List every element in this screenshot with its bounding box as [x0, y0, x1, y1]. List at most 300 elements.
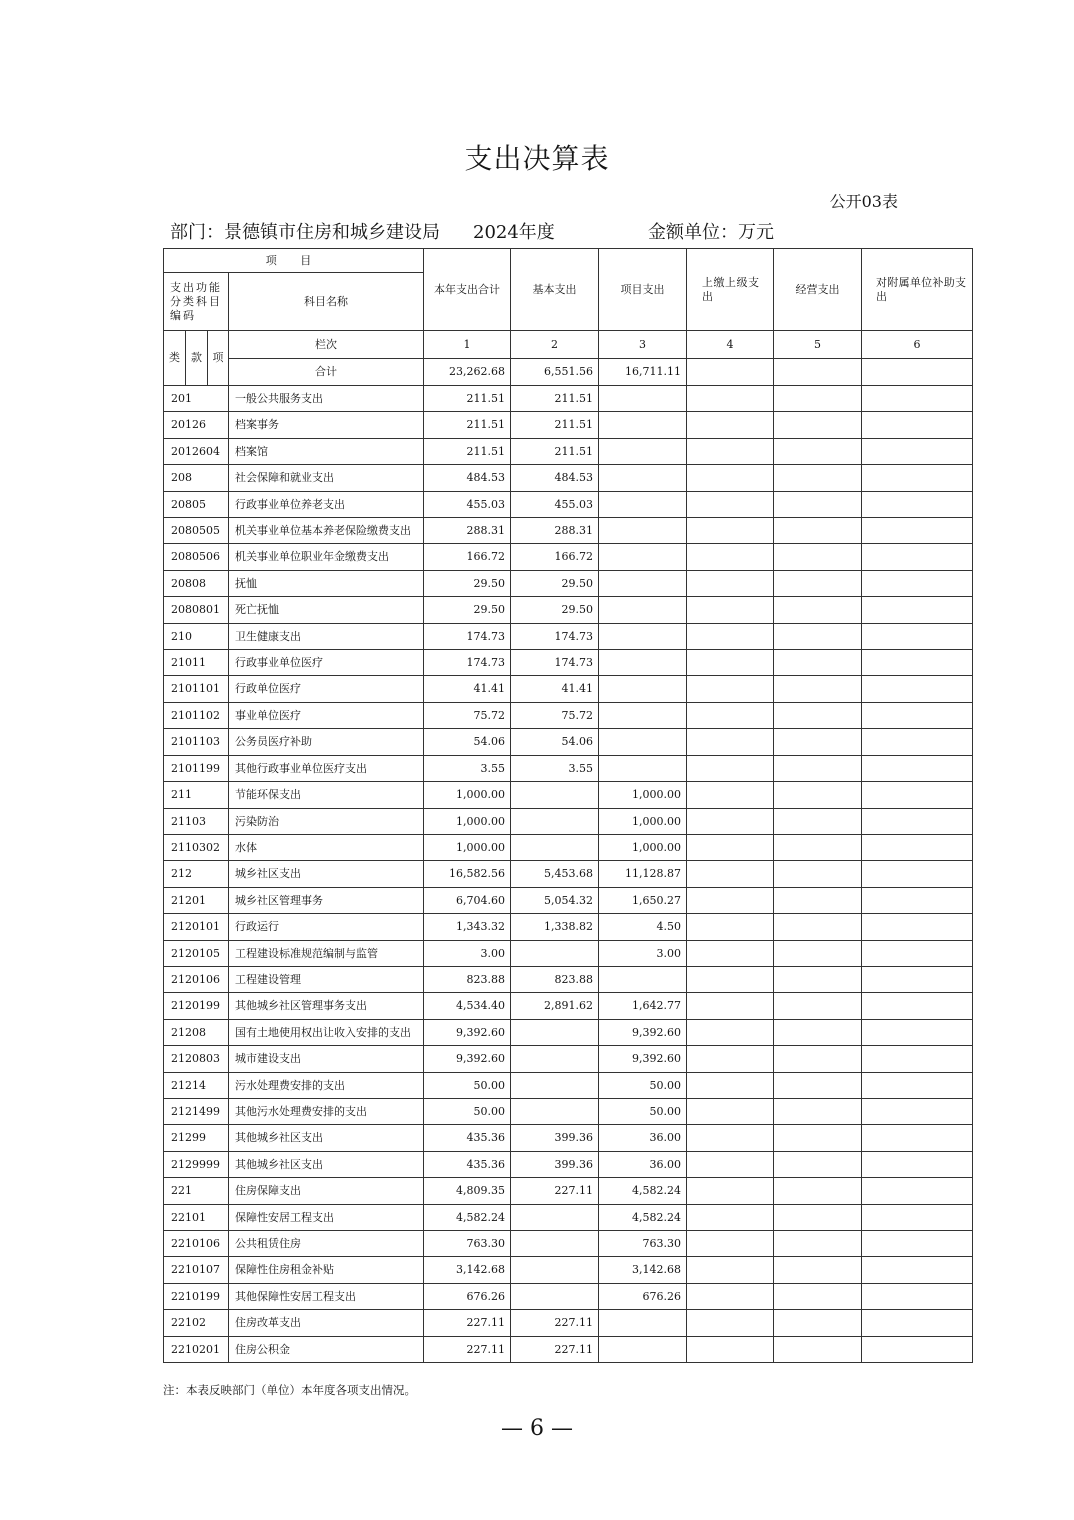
table-row — [164, 1231, 973, 1257]
row-value: 288.31 — [424, 518, 511, 544]
row-code: 2012604 — [164, 438, 229, 464]
row-value: 227.11 — [511, 1310, 599, 1336]
row-name: 城乡社区支出 — [229, 861, 424, 887]
row-value: 16,582.56 — [424, 861, 511, 887]
table-row — [164, 597, 973, 623]
row-value — [774, 597, 862, 623]
row-value: 50.00 — [599, 1072, 687, 1098]
row-value: 11,128.87 — [599, 861, 687, 887]
row-code: 21201 — [164, 887, 229, 913]
row-value — [687, 1125, 774, 1151]
row-name: 保障性安居工程支出 — [229, 1204, 424, 1230]
row-value: 4,534.40 — [424, 993, 511, 1019]
row-value — [862, 597, 973, 623]
row-value: 455.03 — [511, 491, 599, 517]
table-row — [164, 1283, 973, 1309]
row-code: 2210199 — [164, 1283, 229, 1309]
row-value — [687, 887, 774, 913]
table-row — [164, 491, 973, 517]
row-value: 227.11 — [511, 1178, 599, 1204]
column-number: 1 — [424, 331, 511, 359]
table-row — [164, 914, 973, 940]
row-value: 4.50 — [599, 914, 687, 940]
total-value — [774, 359, 862, 386]
row-value — [862, 1125, 973, 1151]
row-name: 其他城乡社区管理事务支出 — [229, 993, 424, 1019]
row-value: 4,582.24 — [424, 1204, 511, 1230]
row-name: 死亡抚恤 — [229, 597, 424, 623]
row-value — [774, 966, 862, 992]
row-value — [687, 729, 774, 755]
table-row — [164, 412, 973, 438]
row-value: 1,000.00 — [424, 834, 511, 860]
row-value — [511, 1257, 599, 1283]
row-value — [687, 702, 774, 728]
row-value — [774, 465, 862, 491]
row-value: 1,343.32 — [424, 914, 511, 940]
row-value — [862, 412, 973, 438]
row-value — [862, 438, 973, 464]
row-value: 1,000.00 — [599, 808, 687, 834]
row-value — [862, 518, 973, 544]
row-value — [599, 465, 687, 491]
total-label: 合计 — [229, 359, 424, 386]
row-value — [862, 1310, 973, 1336]
row-value — [687, 1204, 774, 1230]
row-value: 227.11 — [424, 1336, 511, 1362]
row-value — [511, 808, 599, 834]
table-row — [164, 861, 973, 887]
table-row — [164, 676, 973, 702]
row-name: 城市建设支出 — [229, 1046, 424, 1072]
row-value: 75.72 — [424, 702, 511, 728]
item-level-header: 项 — [208, 331, 229, 386]
row-value — [687, 1178, 774, 1204]
row-value — [687, 386, 774, 412]
row-value: 211.51 — [511, 412, 599, 438]
row-name: 其他城乡社区支出 — [229, 1151, 424, 1177]
row-name: 水体 — [229, 834, 424, 860]
row-name: 公务员医疗补助 — [229, 729, 424, 755]
row-value: 54.06 — [511, 729, 599, 755]
row-code: 211 — [164, 782, 229, 808]
row-value: 1,338.82 — [511, 914, 599, 940]
row-value — [774, 570, 862, 596]
row-value: 3.00 — [599, 940, 687, 966]
row-value: 3.00 — [424, 940, 511, 966]
column-header-total: 本年支出合计 — [424, 249, 511, 331]
row-value — [774, 834, 862, 860]
table-row — [164, 834, 973, 860]
page-title: 支出决算表 — [464, 142, 610, 175]
row-name: 机关事业单位基本养老保险缴费支出 — [229, 518, 424, 544]
row-value — [774, 782, 862, 808]
row-value: 41.41 — [511, 676, 599, 702]
row-value — [774, 650, 862, 676]
row-name: 档案馆 — [229, 438, 424, 464]
row-value — [862, 702, 973, 728]
row-value — [862, 1046, 973, 1072]
row-name: 污水处理费安排的支出 — [229, 1072, 424, 1098]
row-value — [687, 1098, 774, 1124]
row-value: 50.00 — [599, 1098, 687, 1124]
row-value — [774, 940, 862, 966]
row-value — [862, 1231, 973, 1257]
row-value — [862, 729, 973, 755]
row-value — [599, 518, 687, 544]
row-name: 行政运行 — [229, 914, 424, 940]
row-value — [687, 623, 774, 649]
row-value: 9,392.60 — [424, 1046, 511, 1072]
row-value — [687, 544, 774, 570]
row-value — [774, 676, 862, 702]
row-value — [862, 940, 973, 966]
row-value: 455.03 — [424, 491, 511, 517]
row-value — [511, 1231, 599, 1257]
row-value — [862, 1336, 973, 1362]
total-value — [687, 359, 774, 386]
row-value — [511, 1098, 599, 1124]
row-value: 399.36 — [511, 1151, 599, 1177]
row-code: 210 — [164, 623, 229, 649]
row-value: 4,582.24 — [599, 1178, 687, 1204]
row-value — [687, 940, 774, 966]
row-value — [862, 1178, 973, 1204]
table-row — [164, 755, 973, 781]
column-number: 5 — [774, 331, 862, 359]
row-value — [511, 940, 599, 966]
row-code: 2101199 — [164, 755, 229, 781]
row-value — [774, 544, 862, 570]
row-value — [774, 1019, 862, 1045]
column-header-basic: 基本支出 — [511, 249, 599, 331]
table-row — [164, 940, 973, 966]
row-name: 事业单位医疗 — [229, 702, 424, 728]
row-value — [774, 1178, 862, 1204]
row-value — [862, 993, 973, 1019]
column-number: 6 — [862, 331, 973, 359]
row-value: 2,891.62 — [511, 993, 599, 1019]
row-name: 社会保障和就业支出 — [229, 465, 424, 491]
expenditure-table — [163, 248, 973, 1363]
column-header-remit-upper: 上缴上级支出 — [687, 249, 774, 331]
footnote: 注：本表反映部门（单位）本年度各项支出情况。 — [163, 1383, 416, 1397]
row-value — [687, 1283, 774, 1309]
row-name: 其他保障性安居工程支出 — [229, 1283, 424, 1309]
row-value — [511, 1046, 599, 1072]
table-row — [164, 438, 973, 464]
row-name: 其他行政事业单位医疗支出 — [229, 755, 424, 781]
row-code: 21103 — [164, 808, 229, 834]
row-value — [687, 1257, 774, 1283]
row-value — [599, 729, 687, 755]
row-code: 2080506 — [164, 544, 229, 570]
row-value — [774, 1072, 862, 1098]
row-code: 22102 — [164, 1310, 229, 1336]
row-value: 5,054.32 — [511, 887, 599, 913]
row-code: 20808 — [164, 570, 229, 596]
row-value: 1,642.77 — [599, 993, 687, 1019]
category-header: 类 — [164, 331, 186, 386]
row-value — [687, 1231, 774, 1257]
table-row — [164, 808, 973, 834]
row-value: 484.53 — [424, 465, 511, 491]
row-name: 抚恤 — [229, 570, 424, 596]
row-value — [862, 650, 973, 676]
row-value — [862, 1072, 973, 1098]
total-row — [164, 359, 973, 386]
row-value — [511, 834, 599, 860]
row-code: 208 — [164, 465, 229, 491]
row-value — [687, 1019, 774, 1045]
row-value: 763.30 — [599, 1231, 687, 1257]
row-value — [774, 412, 862, 438]
row-code: 2101102 — [164, 702, 229, 728]
row-value — [599, 597, 687, 623]
column-header-subsidiary-subsidy: 对附属单位补助支出 — [862, 249, 973, 331]
row-value — [862, 782, 973, 808]
total-value: 23,262.68 — [424, 359, 511, 386]
row-value — [599, 702, 687, 728]
row-value — [687, 808, 774, 834]
column-number: 3 — [599, 331, 687, 359]
row-value — [599, 676, 687, 702]
row-code: 21214 — [164, 1072, 229, 1098]
row-value — [599, 650, 687, 676]
row-value — [687, 1072, 774, 1098]
row-value — [862, 676, 973, 702]
row-value — [862, 755, 973, 781]
page-number: — 6 — — [501, 1416, 573, 1441]
row-value: 1,000.00 — [599, 834, 687, 860]
row-value — [774, 1046, 862, 1072]
row-value — [687, 491, 774, 517]
row-value: 4,809.35 — [424, 1178, 511, 1204]
row-code: 2080801 — [164, 597, 229, 623]
row-name: 行政单位医疗 — [229, 676, 424, 702]
row-value — [687, 966, 774, 992]
row-value: 676.26 — [424, 1283, 511, 1309]
table-row — [164, 1046, 973, 1072]
row-code: 2121499 — [164, 1098, 229, 1124]
row-value — [599, 1336, 687, 1362]
row-value — [687, 755, 774, 781]
row-value — [862, 861, 973, 887]
column-number: 2 — [511, 331, 599, 359]
name-header: 科目名称 — [229, 273, 424, 331]
row-code: 21208 — [164, 1019, 229, 1045]
row-value: 4,582.24 — [599, 1204, 687, 1230]
table-row — [164, 544, 973, 570]
row-value — [687, 438, 774, 464]
row-value: 211.51 — [424, 386, 511, 412]
table-header — [164, 249, 973, 386]
row-value: 823.88 — [511, 966, 599, 992]
row-value — [774, 993, 862, 1019]
row-value: 211.51 — [424, 412, 511, 438]
row-value: 3,142.68 — [599, 1257, 687, 1283]
row-value — [774, 1204, 862, 1230]
total-value: 6,551.56 — [511, 359, 599, 386]
row-value — [687, 1310, 774, 1336]
row-value: 763.30 — [424, 1231, 511, 1257]
row-value — [862, 491, 973, 517]
department-label: 部门：景德镇市住房和城乡建设局 — [170, 222, 440, 243]
row-value: 29.50 — [511, 597, 599, 623]
table-row — [164, 386, 973, 412]
row-code: 21299 — [164, 1125, 229, 1151]
row-code: 2101103 — [164, 729, 229, 755]
table-row — [164, 702, 973, 728]
table-row — [164, 1072, 973, 1098]
row-code: 21011 — [164, 650, 229, 676]
row-value: 29.50 — [511, 570, 599, 596]
row-value — [599, 755, 687, 781]
row-value — [774, 729, 862, 755]
row-value — [511, 1072, 599, 1098]
row-value: 484.53 — [511, 465, 599, 491]
row-value: 1,000.00 — [424, 782, 511, 808]
row-value: 3.55 — [424, 755, 511, 781]
row-value — [774, 491, 862, 517]
row-code: 2120106 — [164, 966, 229, 992]
row-value: 3.55 — [511, 755, 599, 781]
table-row — [164, 966, 973, 992]
row-value — [687, 597, 774, 623]
row-value — [862, 570, 973, 596]
row-name: 其他污水处理费安排的支出 — [229, 1098, 424, 1124]
row-value — [862, 544, 973, 570]
total-value: 16,711.11 — [599, 359, 687, 386]
row-value — [511, 1204, 599, 1230]
row-value: 36.00 — [599, 1125, 687, 1151]
row-value: 3,142.68 — [424, 1257, 511, 1283]
row-value: 50.00 — [424, 1098, 511, 1124]
row-value — [862, 1257, 973, 1283]
table-row — [164, 1125, 973, 1151]
table-row — [164, 887, 973, 913]
row-value — [862, 966, 973, 992]
row-name: 机关事业单位职业年金缴费支出 — [229, 544, 424, 570]
row-code: 2120803 — [164, 1046, 229, 1072]
row-value — [687, 1046, 774, 1072]
table-body — [164, 386, 973, 1363]
row-code: 201 — [164, 386, 229, 412]
row-value — [774, 518, 862, 544]
row-value — [687, 782, 774, 808]
row-value — [774, 755, 862, 781]
row-value — [774, 702, 862, 728]
row-value — [774, 1336, 862, 1362]
row-value: 211.51 — [424, 438, 511, 464]
row-value: 288.31 — [511, 518, 599, 544]
row-name: 工程建设管理 — [229, 966, 424, 992]
row-code: 2120199 — [164, 993, 229, 1019]
row-value — [599, 623, 687, 649]
row-value: 1,000.00 — [424, 808, 511, 834]
row-value: 211.51 — [511, 438, 599, 464]
row-code: 221 — [164, 1178, 229, 1204]
item-header: 项 目 — [164, 249, 424, 273]
row-code: 2101101 — [164, 676, 229, 702]
row-value: 9,392.60 — [424, 1019, 511, 1045]
row-value: 29.50 — [424, 570, 511, 596]
row-value — [862, 623, 973, 649]
table-row — [164, 1310, 973, 1336]
row-value — [862, 914, 973, 940]
header-row — [164, 249, 973, 273]
table-row — [164, 729, 973, 755]
row-value: 399.36 — [511, 1125, 599, 1151]
row-value: 75.72 — [511, 702, 599, 728]
row-value — [511, 782, 599, 808]
table-row — [164, 1098, 973, 1124]
row-value — [687, 861, 774, 887]
table-row — [164, 650, 973, 676]
row-value — [774, 623, 862, 649]
row-value — [862, 386, 973, 412]
row-value — [599, 491, 687, 517]
row-value — [862, 808, 973, 834]
row-value: 174.73 — [511, 650, 599, 676]
row-code: 2210107 — [164, 1257, 229, 1283]
row-value — [774, 1310, 862, 1336]
row-value — [687, 465, 774, 491]
row-value: 5,453.68 — [511, 861, 599, 887]
row-name: 其他城乡社区支出 — [229, 1125, 424, 1151]
row-name: 国有土地使用权出让收入安排的支出 — [229, 1019, 424, 1045]
row-value: 9,392.60 — [599, 1046, 687, 1072]
row-value: 227.11 — [511, 1336, 599, 1362]
row-name: 保障性住房租金补贴 — [229, 1257, 424, 1283]
row-value — [687, 993, 774, 1019]
row-code: 2210106 — [164, 1231, 229, 1257]
row-value — [687, 914, 774, 940]
row-name: 行政事业单位养老支出 — [229, 491, 424, 517]
row-value — [774, 1098, 862, 1124]
row-value: 211.51 — [511, 386, 599, 412]
table-row — [164, 1019, 973, 1045]
row-value: 174.73 — [424, 650, 511, 676]
row-name: 公共租赁住房 — [229, 1231, 424, 1257]
row-name: 污染防治 — [229, 808, 424, 834]
row-value: 50.00 — [424, 1072, 511, 1098]
table-row — [164, 570, 973, 596]
row-value — [774, 1231, 862, 1257]
row-value: 227.11 — [424, 1310, 511, 1336]
row-value: 1,000.00 — [599, 782, 687, 808]
row-value — [599, 570, 687, 596]
column-header-operating: 经营支出 — [774, 249, 862, 331]
row-value — [511, 1019, 599, 1045]
row-value — [599, 1310, 687, 1336]
column-header-project: 项目支出 — [599, 249, 687, 331]
row-value — [599, 438, 687, 464]
row-name: 住房改革支出 — [229, 1310, 424, 1336]
row-value — [862, 1151, 973, 1177]
row-code: 2129999 — [164, 1151, 229, 1177]
row-name: 住房公积金 — [229, 1336, 424, 1362]
row-code: 2080505 — [164, 518, 229, 544]
table-row — [164, 623, 973, 649]
row-value — [862, 834, 973, 860]
row-value — [687, 412, 774, 438]
row-value: 823.88 — [424, 966, 511, 992]
row-name: 一般公共服务支出 — [229, 386, 424, 412]
row-name: 档案事务 — [229, 412, 424, 438]
table-row — [164, 1257, 973, 1283]
row-value — [687, 1336, 774, 1362]
